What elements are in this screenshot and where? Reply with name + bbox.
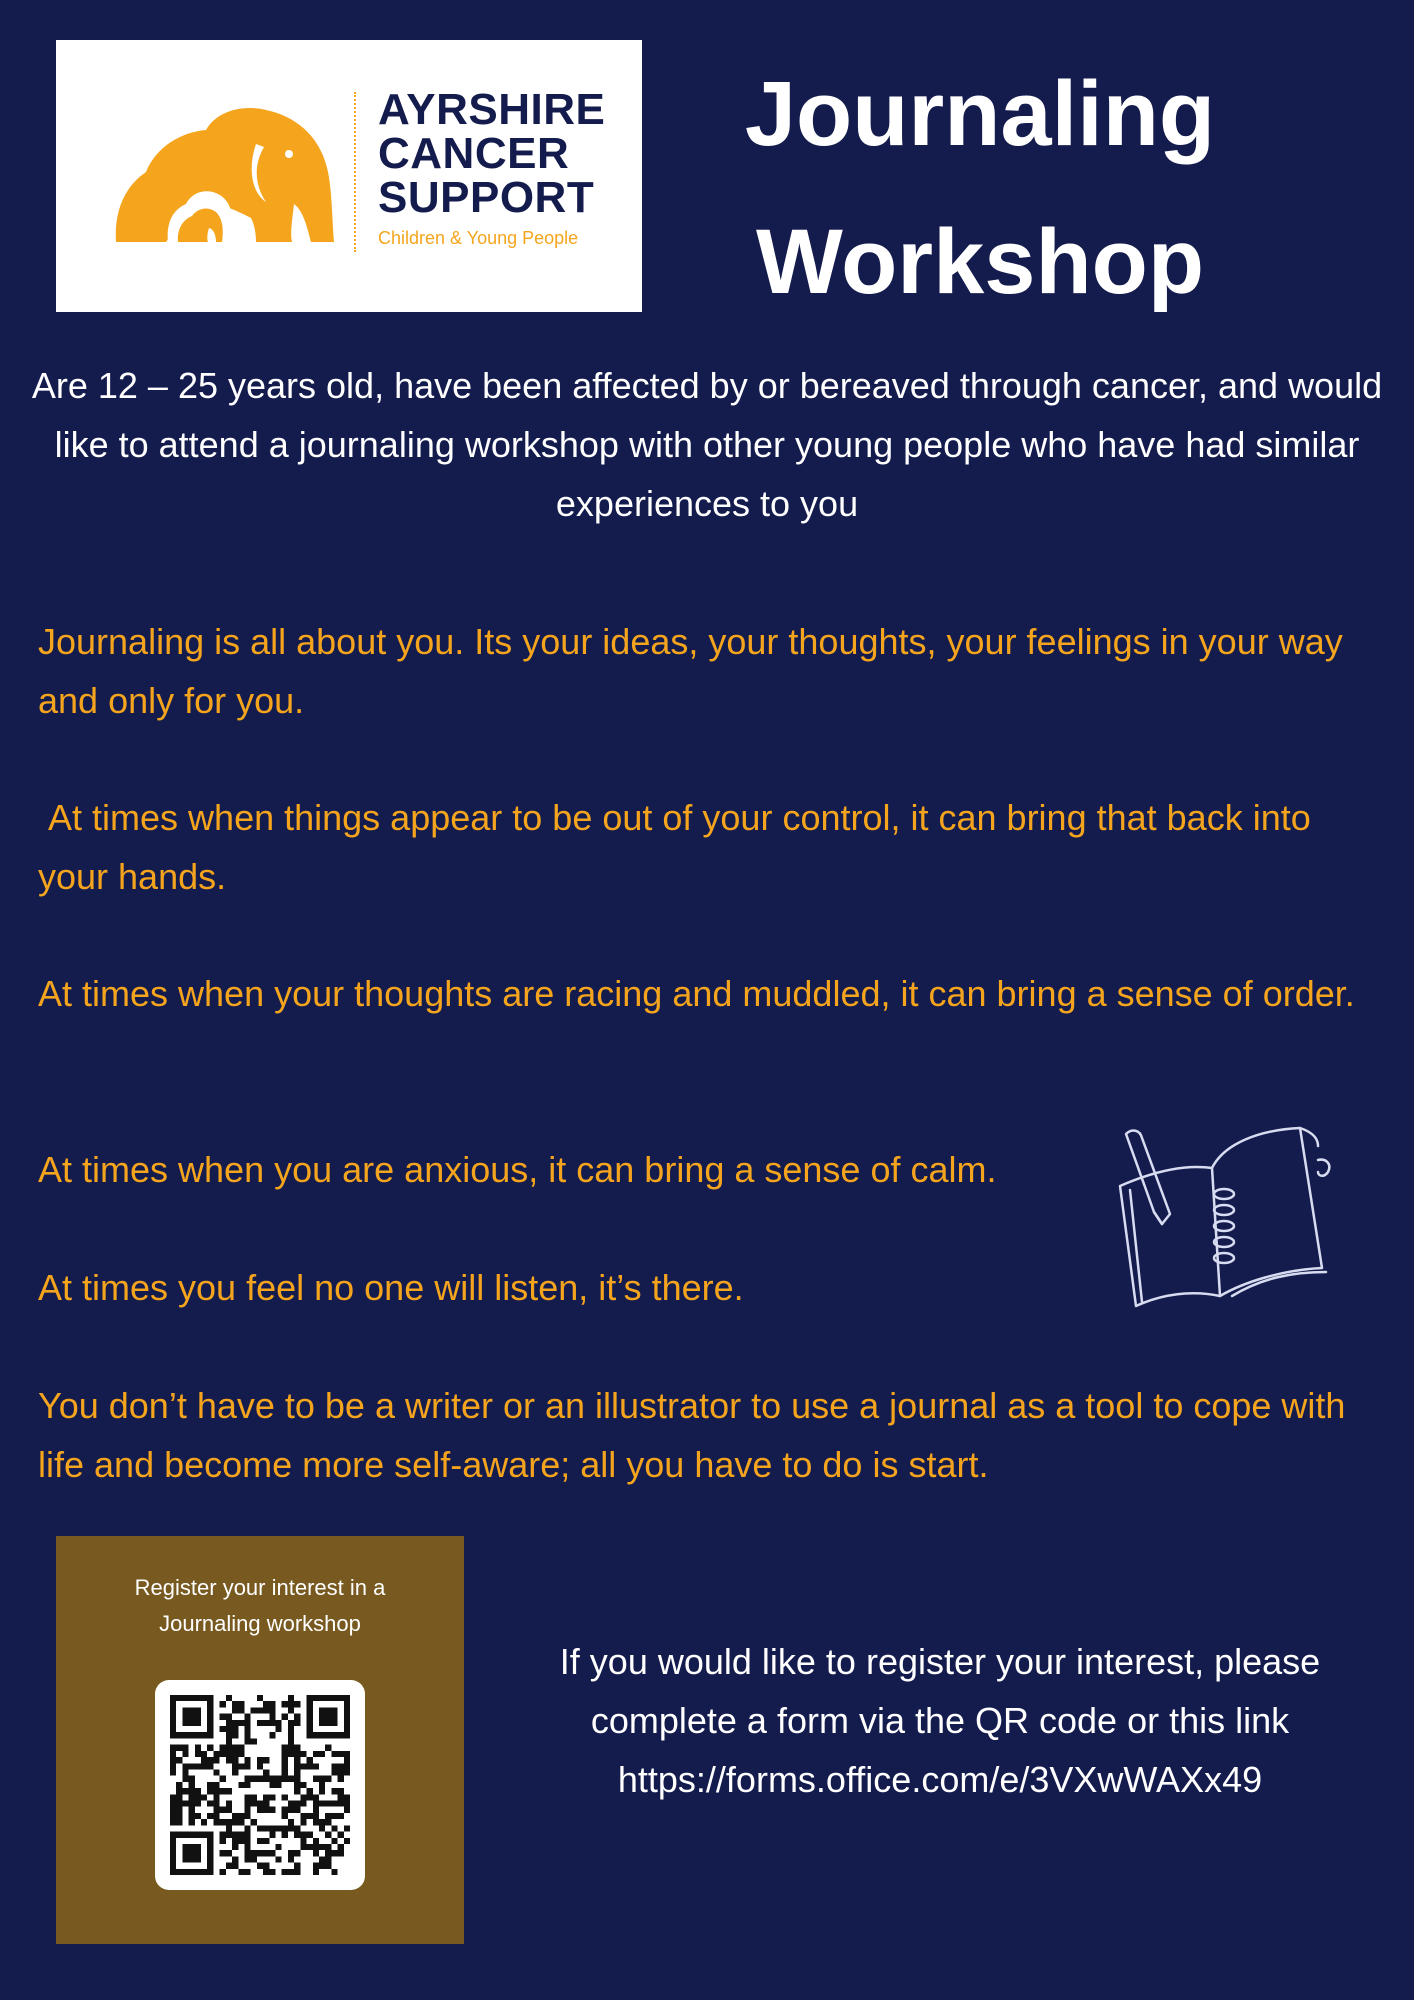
org-name-line: AYRSHIRE <box>378 85 606 134</box>
register-link[interactable]: https://forms.office.com/e/3VXwWAXx49 <box>617 1759 1263 1800</box>
body-paragraph: At times when you are anxious, it can bring a sense of calm. <box>38 1149 997 1190</box>
register-line: complete a form via the QR code or this link <box>590 1700 1290 1741</box>
logo <box>56 40 642 312</box>
qr-panel <box>56 1536 464 1944</box>
qr-code-card[interactable] <box>155 1680 365 1890</box>
intro-text: Are 12 – 25 years old, have been affected by or bereaved through cancer, and would like to attend a journaling workshop with other young people who have had similar experiences to you <box>31 365 1383 524</box>
organisation-name <box>378 85 638 222</box>
title-line: Workshop <box>755 211 1205 313</box>
register-line: If you would like to register your interest, please <box>559 1641 1321 1682</box>
body-paragraph: Journaling is all about you. Its your ideas, your thoughts, your feelings in your way and only for you. <box>38 621 1343 721</box>
qr-caption-line: Register your interest in a <box>134 1575 386 1600</box>
qr-caption-line: Journaling workshop <box>159 1611 361 1636</box>
logo-divider <box>354 92 356 252</box>
body-paragraph: At times when your thoughts are racing and muddled, it can bring a sense of order. <box>38 973 1355 1014</box>
org-name-line: CANCER <box>378 129 570 178</box>
open-journal-icon <box>1112 1124 1342 1314</box>
qr-caption <box>56 1570 464 1642</box>
organisation-subtitle: Children & Young People <box>378 228 579 248</box>
body-paragraph: At times when things appear to be out of your control, it can bring that back into your hands. <box>38 797 1321 897</box>
qr-code-icon[interactable] <box>170 1695 350 1875</box>
body-paragraph: You don’t have to be a writer or an illustrator to use a journal as a tool to cope with life and become more self-aware; all you have to do is start. <box>38 1385 1346 1485</box>
register-info <box>500 1632 1380 1809</box>
page-title <box>700 40 1260 336</box>
org-name-line: SUPPORT <box>378 173 595 222</box>
body-paragraph: At times you feel no one will listen, it’s there. <box>38 1267 744 1308</box>
title-line: Journaling <box>744 63 1216 165</box>
elephant-logo-icon <box>106 92 336 252</box>
